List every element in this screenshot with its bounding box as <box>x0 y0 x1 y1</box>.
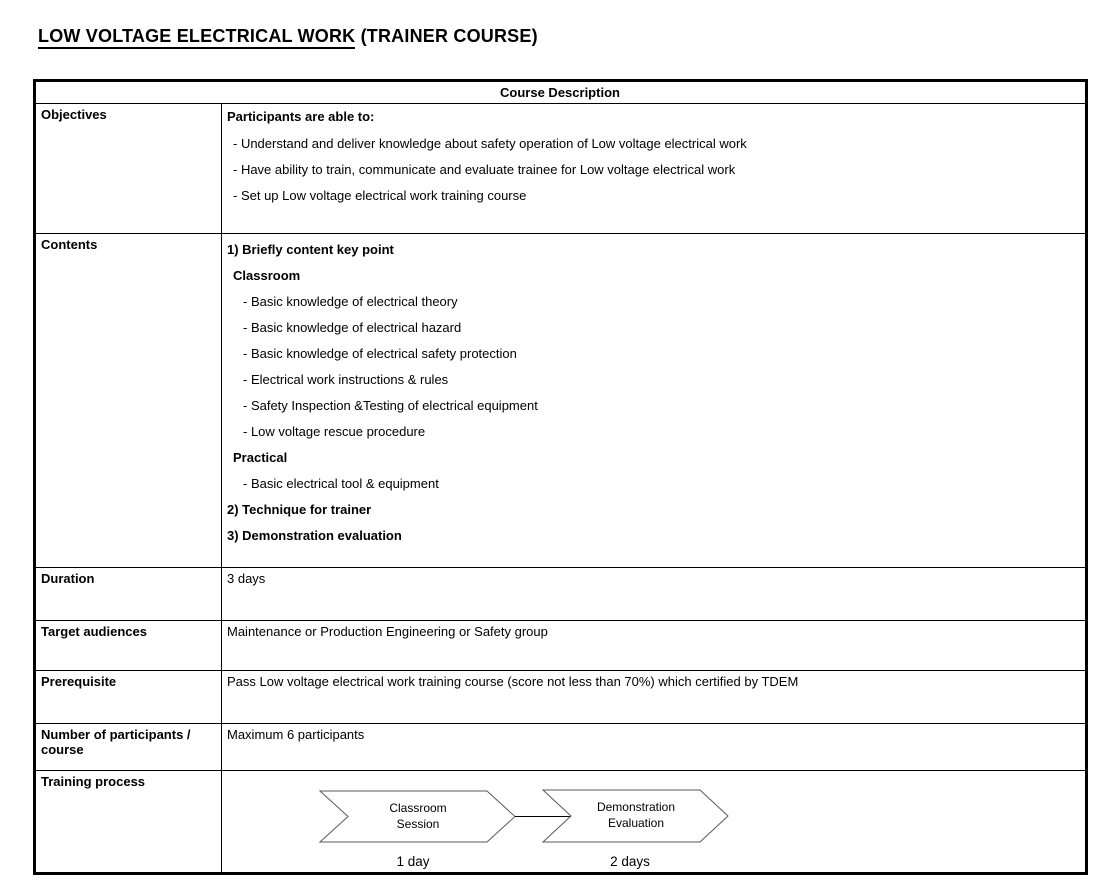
objectives-bullet: - Understand and deliver knowledge about safety operation of Low voltage electrical work <box>233 136 747 151</box>
contents-classroom-heading: Classroom <box>233 268 301 283</box>
table-row-contents <box>35 234 1087 568</box>
step1-label-line2: Session <box>396 817 440 831</box>
row-label-duration: Duration <box>35 568 222 621</box>
row-label-target-audiences: Target audiences <box>35 621 222 671</box>
training-process-diagram <box>222 771 1087 871</box>
table-row-objectives <box>35 104 1087 234</box>
objectives-bullet: - Set up Low voltage electrical work training course <box>233 188 527 203</box>
course-description-table <box>33 79 1088 875</box>
row-content-contents <box>222 234 1087 568</box>
row-label-prerequisite: Prerequisite <box>35 671 222 724</box>
contents-bullet: - Basic electrical tool & equipment <box>243 476 439 491</box>
contents-item-1: 1) Briefly content key point <box>227 242 394 257</box>
contents-bullet: - Basic knowledge of electrical safety protection <box>243 346 517 361</box>
objectives-bullet: - Have ability to train, communicate and evaluate trainee for Low voltage electrical work <box>233 162 736 177</box>
contents-bullet: - Safety Inspection &Testing of electrical equipment <box>243 398 538 413</box>
row-content-objectives <box>222 104 1087 234</box>
table-row-target-audiences <box>35 621 1087 671</box>
contents-bullet: - Electrical work instructions & rules <box>243 372 449 387</box>
objectives-heading: Participants are able to: <box>227 109 375 124</box>
row-content-prerequisite: Pass Low voltage electrical work training course (score not less than 70%) which certified by TDEM <box>222 671 1087 724</box>
table-header-row <box>35 81 1087 104</box>
row-content-participants: Maximum 6 participants <box>222 724 1087 771</box>
step1-duration: 1 day <box>396 854 430 869</box>
page-title-rest: (TRAINER COURSE) <box>355 26 538 46</box>
contents-bullet: - Basic knowledge of electrical hazard <box>243 320 462 335</box>
contents-bullet: - Low voltage rescue procedure <box>243 424 426 439</box>
table-row-training-process <box>35 771 1087 874</box>
step2-label-line1: Demonstration <box>596 800 676 814</box>
row-label-training-process: Training process <box>35 771 222 874</box>
row-label-objectives: Objectives <box>35 104 222 234</box>
row-label-participants: Number of participants / course <box>35 724 222 771</box>
contents-item-3: 3) Demonstration evaluation <box>227 528 402 543</box>
row-content-duration: 3 days <box>222 568 1087 621</box>
page-title-underlined: LOW VOLTAGE ELECTRICAL WORK <box>38 26 355 49</box>
step2-duration: 2 days <box>610 854 650 869</box>
page-title <box>38 26 538 47</box>
table-row-duration <box>35 568 1087 621</box>
row-content-training-process <box>222 771 1087 874</box>
row-content-target-audiences: Maintenance or Production Engineering or Safety group <box>222 621 1087 671</box>
contents-bullet: - Basic knowledge of electrical theory <box>243 294 458 309</box>
table-row-prerequisite <box>35 671 1087 724</box>
step2-label-line2: Evaluation <box>607 816 665 830</box>
contents-practical-heading: Practical <box>233 450 288 465</box>
row-label-contents: Contents <box>35 234 222 568</box>
contents-item-2: 2) Technique for trainer <box>227 502 372 517</box>
table-row-participants <box>35 724 1087 771</box>
step1-label-line1: Classroom <box>389 801 447 815</box>
table-header: Course Description <box>35 81 1087 104</box>
